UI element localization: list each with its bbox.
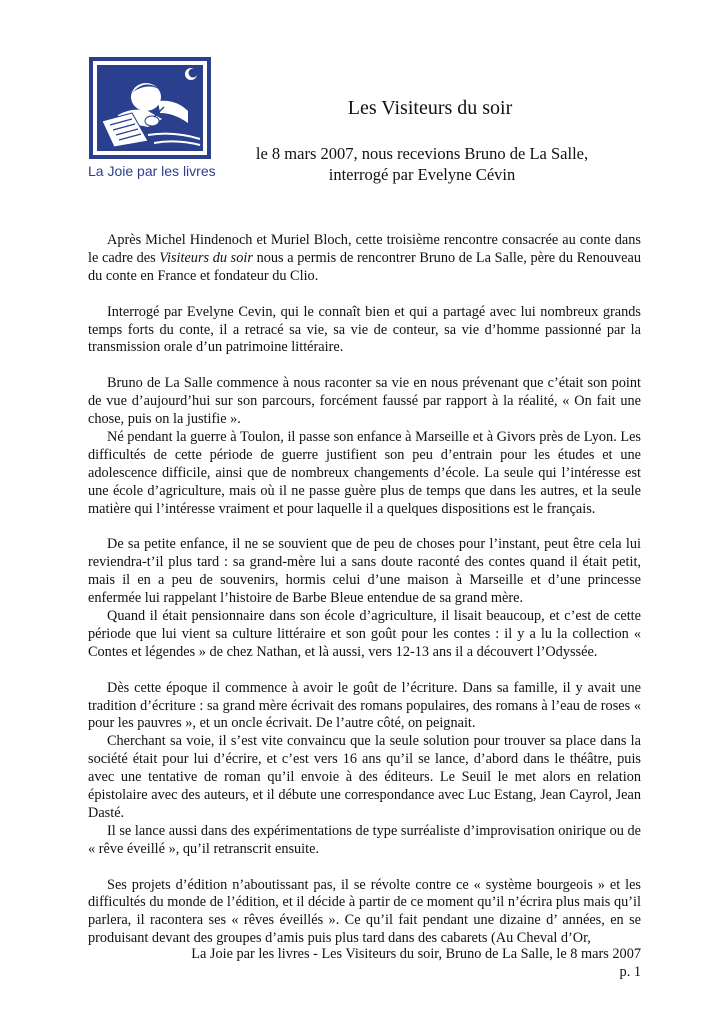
page-title: Les Visiteurs du soir bbox=[347, 97, 513, 119]
page-footer bbox=[160, 945, 641, 981]
paragraph: Il se lance aussi dans des expérimentations de type surréaliste d’improvisation onirique ou de « rêve éveillé », qu’il retranscrit ensuite. bbox=[88, 822, 641, 857]
subtitle-line: interrogé par Evelyne Cévin bbox=[328, 165, 516, 184]
paragraph: Ses projets d’édition n’aboutissant pas, il se révolte contre ce « système bourgeois » et les difficultés du monde de l’édition, et il décide à partir de ce moment qu’il n’écrira plus mais qu’il parlera, il racontera ses « rêves éveillés ». Ce qu’il fait pendant une dizaine d’ années, en se produisant devant des groupes d’amis puis plus tard dans des cabarets (Au Cheval d’Or, bbox=[88, 876, 641, 947]
paragraph: Quand il était pensionnaire dans son école d’agriculture, il lisait beaucoup, et c’est de cette période que lui vient sa culture littéraire et son goût pour les contes : il y a lu la collection « Contes et légendes » de chez Nathan, et là aussi, vers 12-13 ans il a découvert l’Odyssée. bbox=[88, 607, 641, 660]
paragraph bbox=[88, 232, 641, 286]
logo-caption: La Joie par les livres bbox=[88, 163, 216, 179]
paragraph: Interrogé par Evelyne Cevin, qui le connaît bien et qui a partagé avec lui nombreux grands temps forts du conte, il a retracé sa vie, sa vie de conteur, sa vie d’homme passionné par la transmission orale d’un patrimoine littéraire. bbox=[88, 303, 641, 356]
paragraph: Cherchant sa voie, il s’est vite convaincu que la seule solution pour trouver sa place dans la société était pour lui d’écrire, et c’est vers 16 ans qu’il se lance, d’abord dans le théâtre, puis avec une tentative de roman qu’il envoie à des éditeurs. Le Seuil le met alors en relation épistolaire avec des auteurs, et il débute une correspondance avec Luc Estang, Jean Cayrol, Jean Dasté. bbox=[88, 733, 641, 821]
article-body bbox=[88, 232, 641, 948]
page-number: p. 1 bbox=[619, 964, 641, 980]
paragraph-text: Après Michel Hindenoch et Muriel Bloch, cette troisième rencontre consacrée au conte dans le cadre des bbox=[88, 232, 641, 266]
emphasized-title: Visiteurs du soir bbox=[159, 249, 253, 266]
paragraph: Bruno de La Salle commence à nous raconter sa vie en nous prévenant que c’était son point de vue d’aujourd’hui sur son parcours, forcément faussé par rapport à la réalité, « On fait une chose, puis on la justifie ». bbox=[88, 375, 641, 428]
paragraph: Né pendant la guerre à Toulon, il passe son enfance à Marseille et à Givors près de Lyon. Les difficultés de cette période de guerre justifient son peu d’entrain pour les études et une adolescence difficile, ainsi que de nombreux changements d’école. La seule qui l’intéresse est une école d’agriculture, mais où il ne passe guère plus de temps que dans les autres, et la seule matière qui l’intéresse vraiment et pour laquelle il a quelques dispositions est le français. bbox=[88, 428, 641, 517]
logo bbox=[88, 57, 214, 184]
reading-child-illustration-icon bbox=[88, 57, 214, 161]
footer-text: La Joie par les livres - Les Visiteurs du soir, Bruno de La Salle, le 8 mars 2007 bbox=[191, 946, 641, 962]
page-subtitle bbox=[222, 143, 622, 185]
subtitle-line: le 8 mars 2007, nous recevions Bruno de La Salle, bbox=[255, 144, 589, 163]
paragraph: De sa petite enfance, il ne se souvient que de peu de choses pour l’instant, peut être cela lui reviendra-t’il plus tard : sa grand-mère lui a sans doute raconté des contes quand il était petit, mais il en a peu de souvenirs, hormis celui d’une maison à Marseille et d’une princesse enfermée lui rappelant l’histoire de Barbe Bleue entendue de sa grand mère. bbox=[88, 536, 641, 607]
paragraph: Dès cette époque il commence à avoir le goût de l’écriture. Dans sa famille, il y avait une tradition d’écriture : sa grand mère écrivait des romans populaires, des romans à l’eau de roses « pour les pauvres », et un oncle écrivait. De l’autre côté, on peignait. bbox=[88, 679, 641, 732]
paragraph-text: nous a permis de rencontrer Bruno de La Salle, père du Renouveau du conte en France et fondateur du Clio. bbox=[88, 249, 642, 284]
